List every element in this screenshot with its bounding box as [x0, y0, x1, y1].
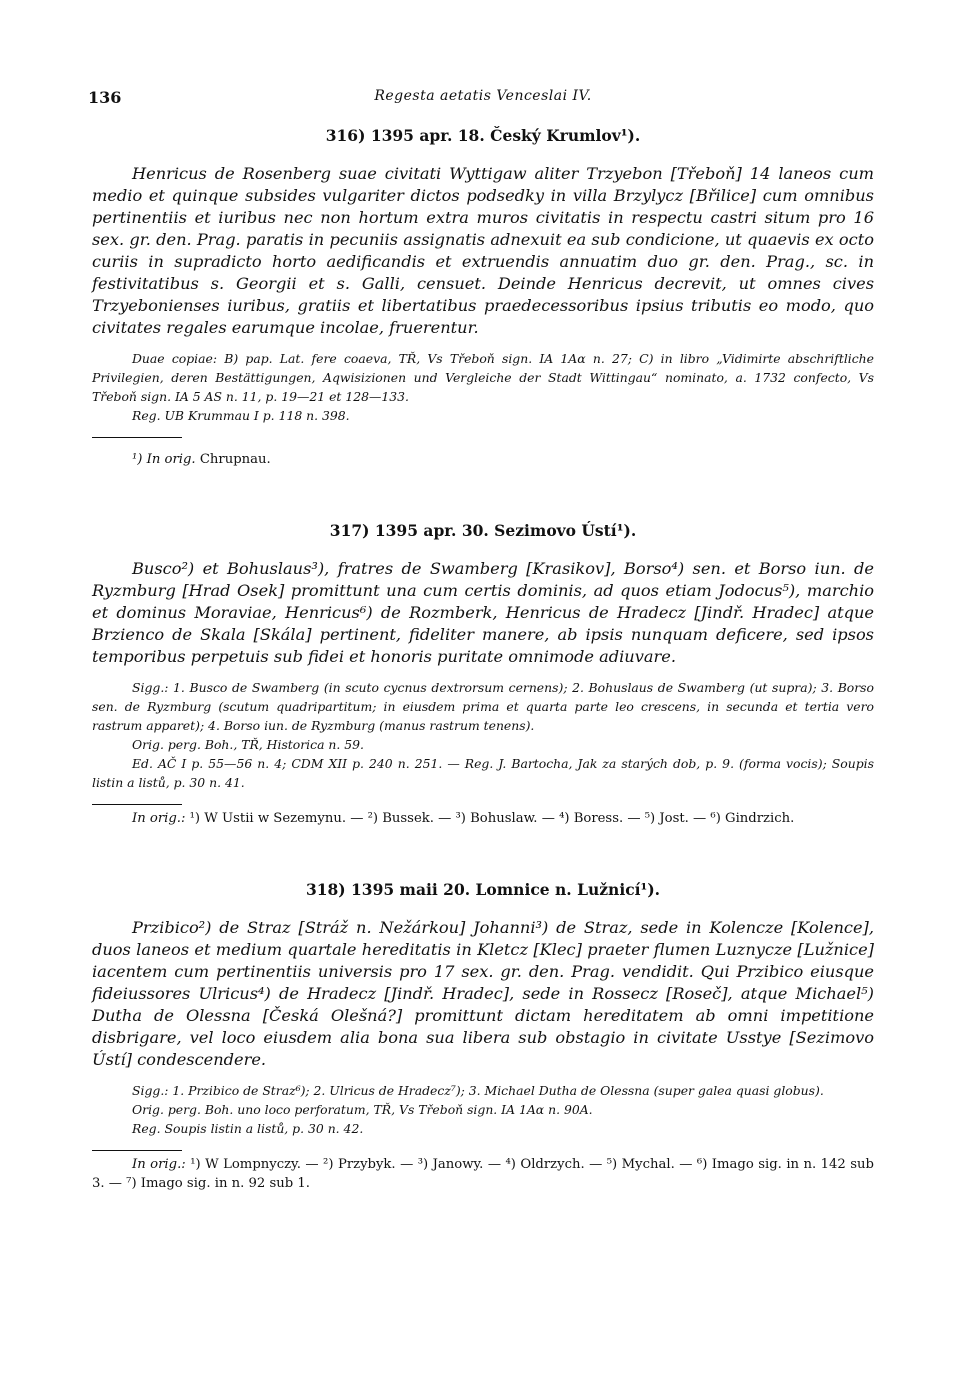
footnote-text: ¹) W Ustii w Sezemynu. — ²) Bussek. — ³) Bohuslaw. — ⁴) Boress. — ⁵) Jost. — ⁶) Gindrzich. [189, 811, 795, 826]
footnote [92, 809, 874, 828]
note-line: Duae copiae: B) pap. Lat. fere coaeva, TŘ, Vs Třeboň sign. IA 1Aα n. 27; C) in libro „Vidimirte abschriftliche Privilegien, deren Bestättigungen, Aqwisizionen und Vergleiche der Stadt Wittingau“ nominato, a. 1732 confecto, Vs Třeboň sign. IA 5 AS n. 11, p. 19—21 et 128—133. [92, 351, 874, 404]
note-line: Orig. perg. Boh., TŘ, Historica n. 59. [132, 737, 364, 752]
footnote-text: ¹) W Lompnyczy. — ²) Przybyk. — ³) Janowy. — ⁴) Oldrzych. — ⁵) Mychal. — ⁶) Imago sig. in n. 142 sub 3. — ⁷) Imago sig. in n. 92 sub 1. [92, 1157, 874, 1191]
entry-text: Henricus de Rosenberg suae civitati Wyttigaw aliter Trzyebon [Třeboň] 14 laneos cum medio et quinque subsides vulgariter dictos podsedky in villa Brzylycz [Břilice] cum omnibus pertinentiis et iuribus nec non hortum extra muros civitatis in respectu castri situm pro 16 sex. gr. den. Prag. paratis in pecuniis assignatis adnexuit ea sub condicione, ut quaevis ex octo curiis in supradicto horto aedificandis et extruendis annuatim duo gr. den. Prag., sc. in festivitatibus s. Georgii et s. Galli, censuet. Deinde Henricus decrevit, ut omnes cives Trzyebonienses iuribus, gratiis et libertatibus praedecessoribus ipsius tributis eo modo, quo civitates regales earumque incolae, fruerentur. [92, 164, 874, 337]
entry-text: Busco²) et Bohuslaus³), fratres de Swamberg [Krasikov], Borso⁴) sen. et Borso iun. de Ryzmburg [Hrad Osek] promittunt una cum certis dominis, ad quos etiam Jodocus⁵), marchio et dominus Moraviae, Henricus⁶) de Rozmberk, Henricus de Hradecz [Jindř. Hradec] atque Brzienco de Skala [Skála] pertinent, fideliter manere, ab ipsis nunquam deficere, sed ipsos temporibus perpetuis sub fidei et honoris puritate omnimode adiuvare. [92, 559, 874, 666]
footnote-label: In orig.: [132, 1157, 186, 1172]
entry-notes [92, 678, 874, 792]
entry-title: 318) 1395 maii 20. Lomnice n. Lužnicí¹). [305, 880, 661, 899]
footnote-rule [92, 1150, 182, 1151]
entry-316 [92, 126, 874, 469]
page-number: 136 [88, 88, 122, 107]
note-line: Reg. Soupis listin a listů, p. 30 n. 42. [132, 1121, 364, 1136]
entry-title: 316) 1395 apr. 18. Český Krumlov¹). [325, 126, 641, 145]
footnote-rule [92, 804, 182, 805]
note-line: Sigg.: 1. Przibico de Straz⁶); 2. Ulricus de Hradecz⁷); 3. Michael Dutha de Olessna (super galea quasi globus). [132, 1083, 824, 1098]
entry-notes [92, 1081, 874, 1138]
entry-317 [92, 521, 874, 828]
footnote [92, 450, 874, 469]
footnote-rule [92, 437, 182, 438]
footnote-text: Chrupnau. [199, 452, 271, 467]
footnote [92, 1155, 874, 1193]
page [88, 88, 874, 1193]
entry-title: 317) 1395 apr. 30. Sezimovo Ústí¹). [329, 521, 637, 540]
page-header [88, 88, 874, 108]
note-line: Sigg.: 1. Busco de Swamberg (in scuto cycnus dextrorsum cernens); 2. Bohuslaus de Swamberg (ut supra); 3. Borso sen. de Ryzmburg (scutum quadripartitum; in eiusdem prima et quarta parte leo crescens, in secunda et tertia vero rastrum apparet); 4. Borso iun. de Ryzmburg (manus rastrum tenens). [92, 680, 874, 733]
note-line: Orig. perg. Boh. uno loco perforatum, TŘ, Vs Třeboň sign. IA 1Aα n. 90A. [132, 1102, 593, 1117]
running-title: Regesta aetatis Venceslai IV. [374, 88, 592, 104]
note-line: Reg. UB Krummau I p. 118 n. 398. [132, 408, 350, 423]
entry-text: Przibico²) de Straz [Stráž n. Nežárkou] Johanni³) de Straz, sede in Kolencze [Kolence], duos laneos et medium quartale hereditatis in Kletcz [Klec] praeter flumen Luznycze [Lužnice] iacentem cum pertinentiis universis pro 17 sex. gr. den. Prag. vendidit. Qui Przibico eiusque fideiussores Ulricus⁴) de Hradecz [Jindř. Hradec], sede in Rossecz [Roseč], atque Michael⁵) Dutha de Olessna [Česká Olešná?] promittunt dictam hereditatem ab omni impetitione disbrigare, vel loco eiusdem alia bona sua libera sub obstagio in civitate Usstye [Sezimovo Ústí] condescendere. [92, 918, 874, 1069]
note-line: Ed. AČ I p. 55—56 n. 4; CDM XII p. 240 n. 251. — Reg. J. Bartocha, Jak za starých dob, p. 9. (forma vocis); Soupis listin a listů, p. 30 n. 41. [92, 756, 874, 790]
entry-318 [92, 880, 874, 1193]
footnote-label: In orig.: [132, 811, 186, 826]
entry-notes [92, 349, 874, 425]
footnote-label: ¹) In orig. [132, 452, 196, 467]
